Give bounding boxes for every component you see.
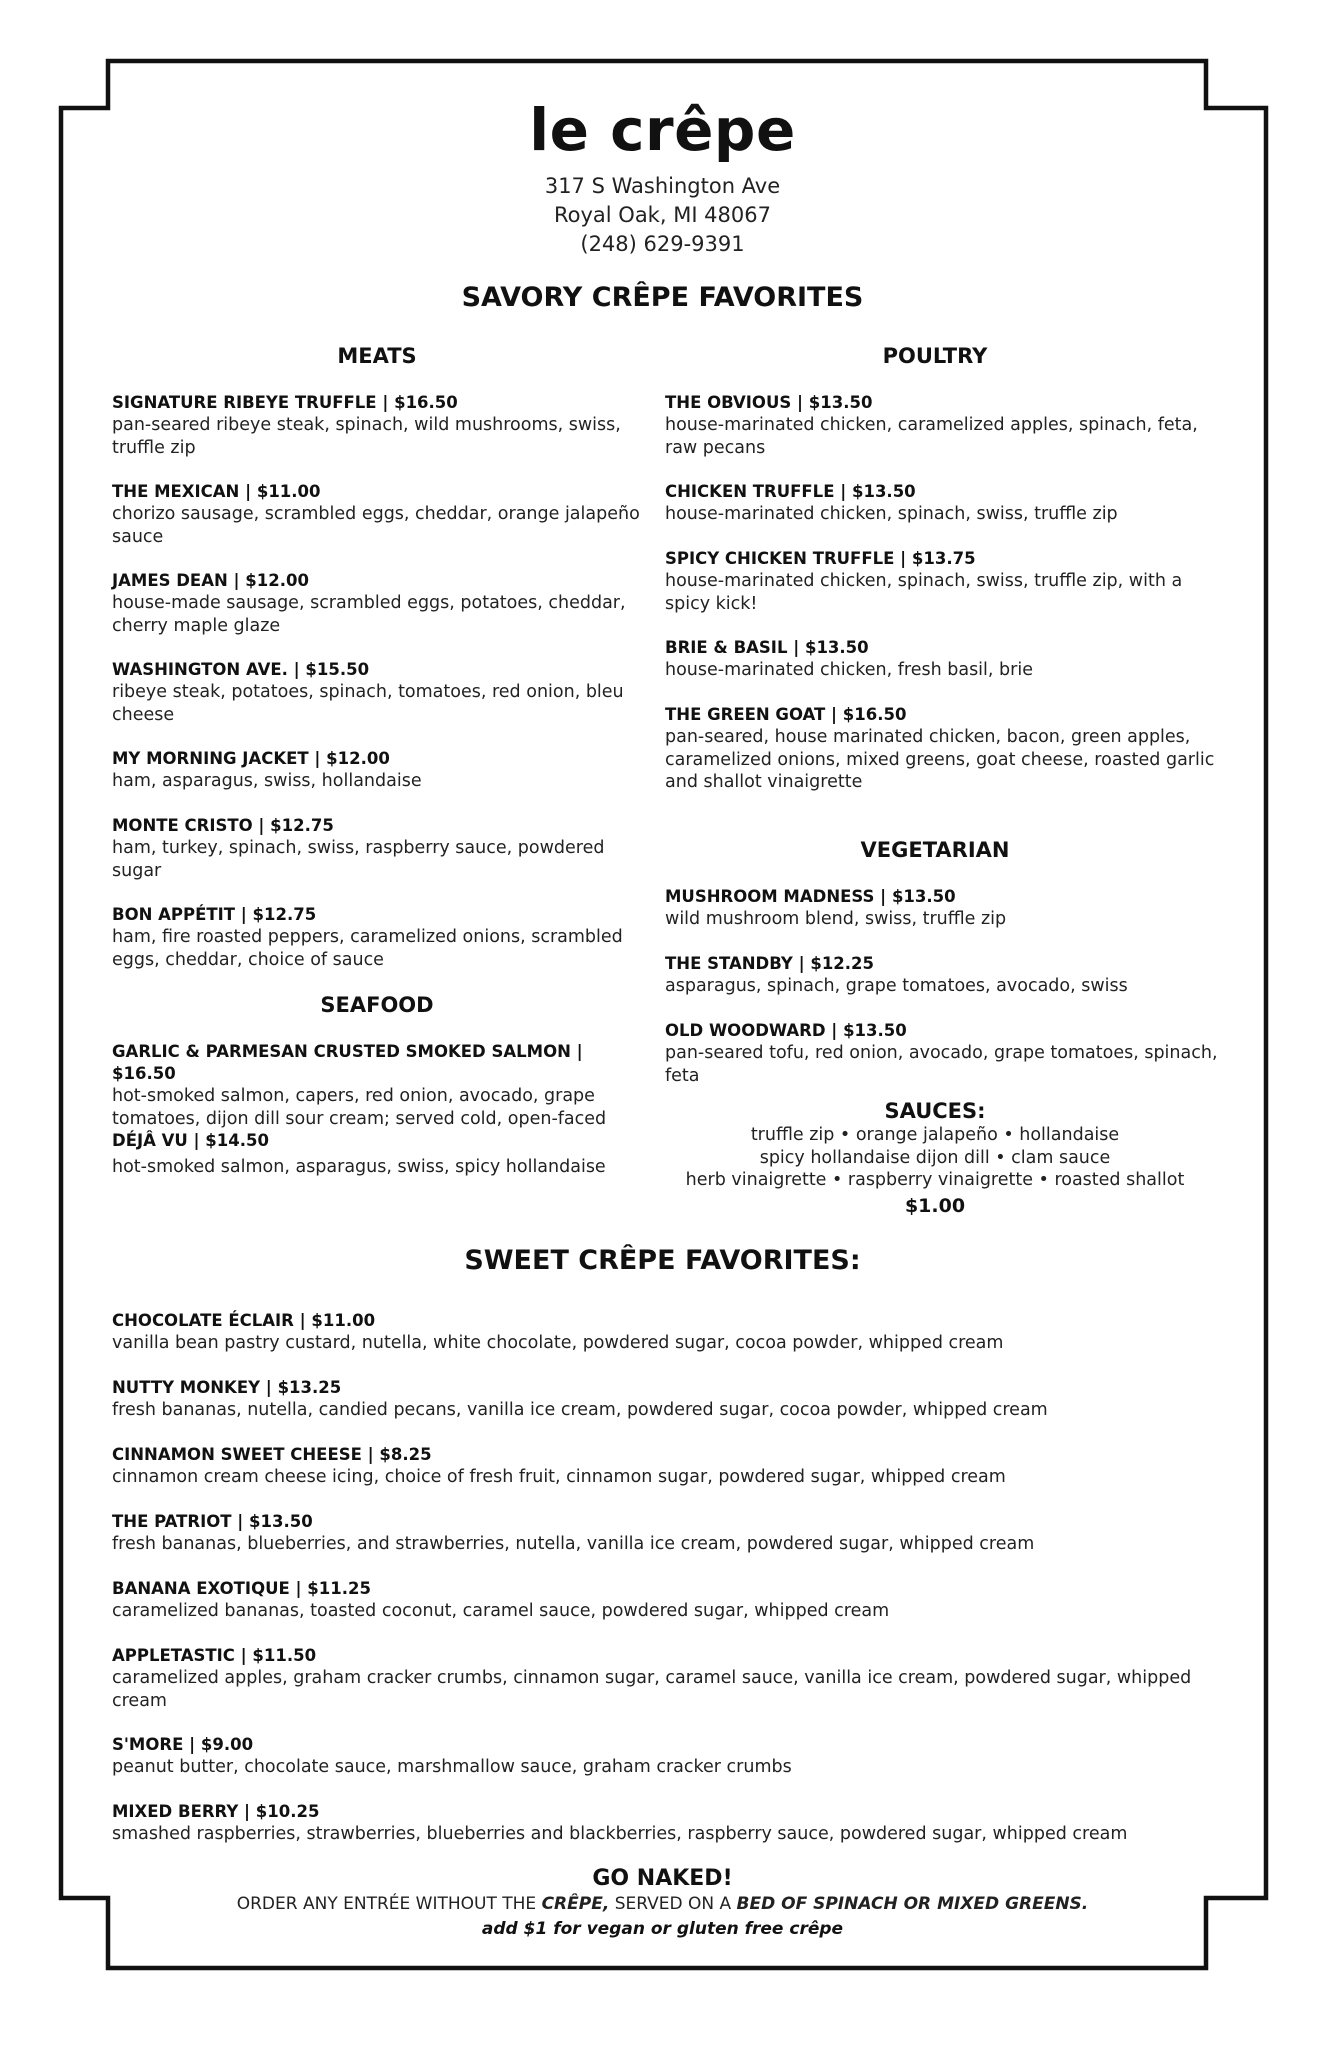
item-description: chorizo sausage, scrambled eggs, cheddar, orange jalapeño sauce [112, 504, 640, 547]
menu-item [112, 1511, 1222, 1556]
item-description: peanut butter, chocolate sauce, marshmallow sauce, graham cracker crumbs [112, 1757, 792, 1777]
go-naked-text: ORDER ANY ENTRÉE WITHOUT THE [236, 1894, 542, 1914]
item-name-price: MONTE CRISTO | $12.75 [112, 816, 334, 835]
item-description: ribeye steak, potatoes, spinach, tomatoes, red onion, bleu cheese [112, 682, 624, 725]
item-description: house-marinated chicken, spinach, swiss, truffle zip, with a spicy kick! [665, 571, 1183, 614]
item-description: house-made sausage, scrambled eggs, potatoes, cheddar, cherry maple glaze [112, 593, 626, 636]
poultry-heading: POULTRY [882, 344, 988, 368]
menu-item [112, 1130, 642, 1179]
item-description: house-marinated chicken, spinach, swiss, truffle zip [665, 504, 1118, 524]
item-name-price: CINNAMON SWEET CHEESE | $8.25 [112, 1445, 432, 1464]
menu-item [112, 904, 642, 971]
item-description: caramelized bananas, toasted coconut, caramel sauce, powdered sugar, whipped cream [112, 1601, 890, 1621]
item-description: hot-smoked salmon, capers, red onion, avocado, grape tomatoes, dijon dill sour cream; served cold, open-faced [112, 1086, 607, 1129]
item-name-price: BON APPÉTIT | $12.75 [112, 905, 317, 924]
sauces-line: truffle zip • orange jalapeño • hollandaise [750, 1125, 1120, 1145]
menu-item [665, 953, 1225, 998]
go-naked-text: SERVED ON A [609, 1894, 737, 1914]
meats-heading: MEATS [337, 344, 417, 368]
item-description: cinnamon cream cheese icing, choice of fresh fruit, cinnamon sugar, powdered sugar, whipped cream [112, 1467, 1006, 1487]
vegan-note: add $1 for vegan or gluten free crêpe [481, 1919, 844, 1939]
item-description: pan-seared ribeye steak, spinach, wild mushrooms, swiss, truffle zip [112, 415, 621, 458]
menu-item [112, 659, 642, 726]
item-name-price: MIXED BERRY | $10.25 [112, 1802, 320, 1821]
menu-item [665, 548, 1225, 615]
phone-number: (248) 629-9391 [580, 232, 745, 256]
item-description: caramelized apples, graham cracker crumbs, cinnamon sugar, caramel sauce, vanilla ice cream, powdered sugar, whipped cream [112, 1668, 1192, 1711]
item-name-price: GARLIC & PARMESAN CRUSTED SMOKED SALMON | $16.50 [112, 1042, 583, 1083]
item-description: smashed raspberries, strawberries, blueberries and blackberries, raspberry sauce, powdered sugar, whipped cream [112, 1824, 1128, 1844]
item-description: pan-seared tofu, red onion, avocado, grape tomatoes, spinach, feta [665, 1043, 1218, 1086]
item-description: house-marinated chicken, fresh basil, brie [665, 660, 1033, 680]
item-name-price: THE OBVIOUS | $13.50 [665, 393, 873, 412]
item-name-price: THE STANDBY | $12.25 [665, 954, 875, 973]
go-naked-bed: BED OF SPINACH OR MIXED GREENS. [736, 1894, 1089, 1914]
go-naked-crepe: CRÊPE, [541, 1894, 610, 1914]
go-naked-block [0, 1865, 1325, 1942]
menu-item [112, 1041, 652, 1130]
go-naked-line [0, 1893, 1325, 1916]
item-name-price: CHOCOLATE ÉCLAIR | $11.00 [112, 1311, 376, 1330]
item-name-price: NUTTY MONKEY | $13.25 [112, 1378, 342, 1397]
item-name-price: THE PATRIOT | $13.50 [112, 1512, 313, 1531]
item-name-price: MUSHROOM MADNESS | $13.50 [665, 887, 956, 906]
menu-item [112, 1310, 1222, 1355]
sauces-line: herb vinaigrette • raspberry vinaigrette • roasted shallot [685, 1170, 1185, 1190]
item-description: ham, asparagus, swiss, hollandaise [112, 771, 422, 791]
item-description: asparagus, spinach, grape tomatoes, avocado, swiss [665, 976, 1128, 996]
restaurant-address [0, 172, 1325, 259]
go-naked-heading: GO NAKED! [592, 1866, 733, 1891]
menu-item [112, 481, 642, 548]
item-name-price: SPICY CHICKEN TRUFFLE | $13.75 [665, 549, 976, 568]
sauces-price: $1.00 [904, 1194, 966, 1217]
menu-item [112, 1444, 1222, 1489]
sauces-block [665, 1098, 1205, 1220]
item-description: wild mushroom blend, swiss, truffle zip [665, 909, 1007, 929]
menu-item [112, 1645, 1222, 1712]
vegetarian-heading: VEGETARIAN [860, 838, 1010, 862]
item-name-price: THE MEXICAN | $11.00 [112, 482, 321, 501]
menu-item [665, 481, 1225, 526]
menu-item [112, 1377, 1222, 1422]
sweet-section-title: SWEET CRÊPE FAVORITES: [464, 1245, 861, 1276]
address-line1: 317 S Washington Ave [544, 174, 781, 198]
item-name-price: BRIE & BASIL | $13.50 [665, 638, 869, 657]
item-name-price: CHICKEN TRUFFLE | $13.50 [665, 482, 916, 501]
item-name-price: WASHINGTON AVE. | $15.50 [112, 660, 370, 679]
sauces-heading: SAUCES: [884, 1099, 986, 1123]
menu-item [112, 815, 642, 882]
seafood-heading: SEAFOOD [320, 993, 434, 1017]
item-description: vanilla bean pastry custard, nutella, white chocolate, powdered sugar, cocoa powder, whipped cream [112, 1333, 1004, 1353]
menu-item [112, 392, 642, 459]
savory-section-title: SAVORY CRÊPE FAVORITES [461, 282, 864, 313]
menu-item [665, 704, 1225, 794]
item-name-price: MY MORNING JACKET | $12.00 [112, 749, 390, 768]
item-name-price: OLD WOODWARD | $13.50 [665, 1021, 907, 1040]
restaurant-name: le crêpe [529, 96, 796, 164]
item-name-price: JAMES DEAN | $12.00 [112, 571, 309, 590]
menu-item [665, 637, 1225, 682]
menu-item [112, 748, 642, 793]
address-line2: Royal Oak, MI 48067 [553, 203, 771, 227]
menu-item [112, 1578, 1222, 1623]
item-name-price: APPLETASTIC | $11.50 [112, 1646, 317, 1665]
item-description: house-marinated chicken, caramelized apples, spinach, feta, raw pecans [665, 415, 1198, 458]
item-description: pan-seared, house marinated chicken, bacon, green apples, caramelized onions, mixed greens, goat cheese, roasted garlic and shallot vinaigrette [665, 727, 1215, 792]
menu-item [665, 392, 1225, 459]
item-name-price: THE GREEN GOAT | $16.50 [665, 705, 907, 724]
item-description: hot-smoked salmon, asparagus, swiss, spicy hollandaise [112, 1157, 606, 1177]
item-description: fresh bananas, blueberries, and strawberries, nutella, vanilla ice cream, powdered sugar, whipped cream [112, 1534, 1035, 1554]
item-name-price: S'MORE | $9.00 [112, 1735, 254, 1754]
item-name-price: SIGNATURE RIBEYE TRUFFLE | $16.50 [112, 393, 458, 412]
item-description: fresh bananas, nutella, candied pecans, vanilla ice cream, powdered sugar, cocoa powder, whipped cream [112, 1400, 1048, 1420]
sauces-line: spicy hollandaise dijon dill • clam sauce [759, 1147, 1111, 1168]
menu-item [665, 1020, 1225, 1087]
item-name-price: BANANA EXOTIQUE | $11.25 [112, 1579, 371, 1598]
menu-item [112, 570, 642, 637]
menu-item [665, 886, 1225, 931]
menu-item [112, 1801, 1222, 1846]
item-description: ham, turkey, spinach, swiss, raspberry sauce, powdered sugar [112, 838, 605, 881]
menu-item [112, 1734, 1222, 1779]
item-name-price: DÉJÂ VU | $14.50 [112, 1131, 269, 1150]
item-description: ham, fire roasted peppers, caramelized onions, scrambled eggs, cheddar, choice of sauce [112, 927, 623, 970]
